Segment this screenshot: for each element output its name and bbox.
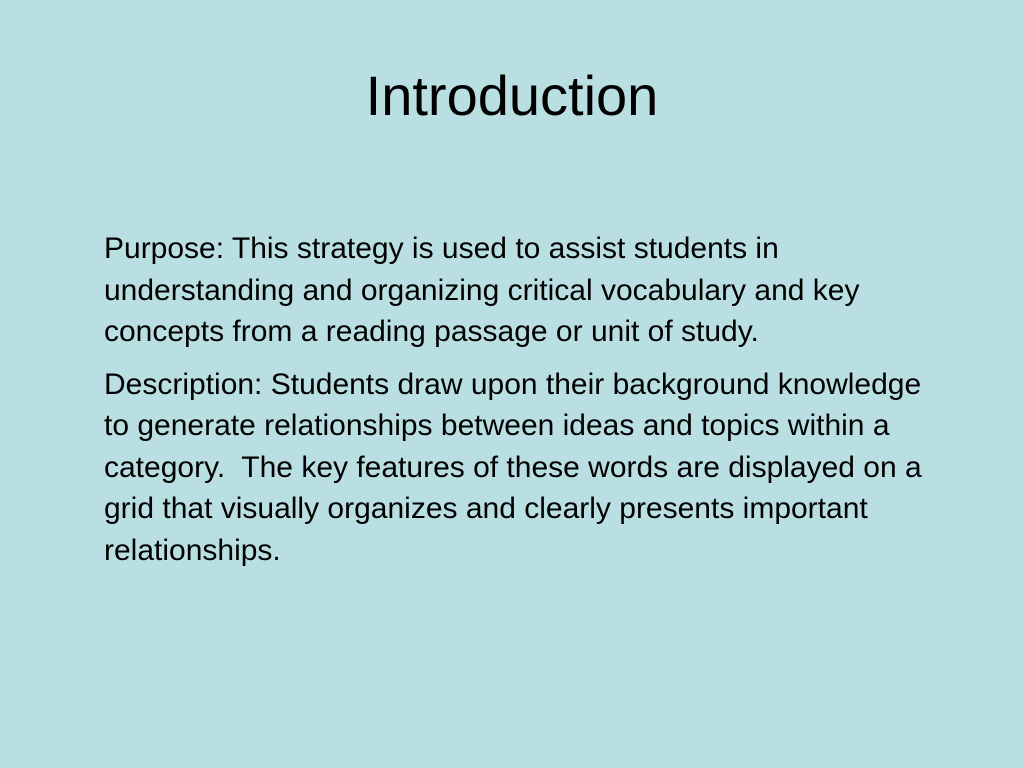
description-paragraph: Description: Students draw upon their background knowledge to generate relationships between ideas and topics within a category. The key features of these words are displayed on a grid that visually organizes and clearly presents important relationships.	[104, 367, 931, 567]
slide-body	[104, 228, 954, 582]
slide-title: Introduction	[365, 64, 659, 127]
purpose-paragraph: Purpose: This strategy is used to assist students in understanding and organizing critical vocabulary and key concepts from a reading passage or unit of study.	[104, 232, 868, 348]
